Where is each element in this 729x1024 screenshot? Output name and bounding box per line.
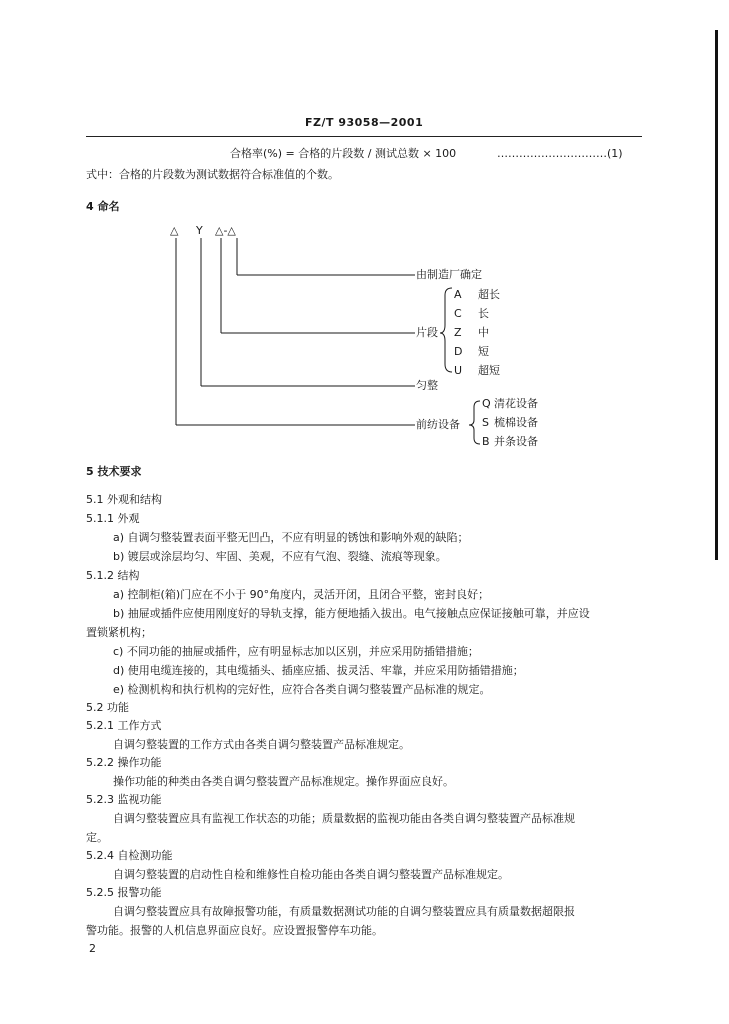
equipment-code-s: S xyxy=(482,416,489,429)
segment-code-z: Z xyxy=(454,326,462,339)
standard-code-header: FZ/T 93058—2001 xyxy=(305,116,424,129)
text-5-2-5-line2: 警功能。报警的人机信息界面应良好。应设置报警停车功能。 xyxy=(86,924,383,937)
equipment-name-s: 梳棉设备 xyxy=(494,416,538,429)
heading-5-1-1: 5.1.1 外观 xyxy=(86,512,140,525)
segment-code-d: D xyxy=(454,345,463,358)
segment-code-u: U xyxy=(454,364,463,377)
heading-5-2-4: 5.2.4 自检测功能 xyxy=(86,849,173,862)
segment-name-z: 中 xyxy=(478,326,489,339)
text-5-1-1-a: a) 自调匀整装置表面平整无凹凸，不应有明显的锈蚀和影响外观的缺陷； xyxy=(113,531,469,544)
heading-5-1-2: 5.1.2 结构 xyxy=(86,569,140,582)
segment-name-u: 超短 xyxy=(478,364,500,377)
label-evenness: 匀整 xyxy=(416,379,438,392)
text-5-1-2-e: e) 检测机构和执行机构的完好性，应符合各类自调匀整装置产品标准的规定。 xyxy=(113,683,491,696)
text-5-2-3-line1: 自调匀整装置应具有监视工作状态的功能；质量数据的监视功能由各类自调匀整装置产品标准规 xyxy=(113,812,575,825)
heading-technical-requirements: 5 技术要求 xyxy=(86,465,142,478)
page-number: 2 xyxy=(89,942,96,955)
pattern-triangle-dash-triangle: △-△ xyxy=(215,224,236,237)
text-5-1-2-d: d) 使用电缆连接的，其电缆插头、插座应插、拔灵活、牢靠，并应采用防插错措施； xyxy=(113,664,524,677)
formula-note: 式中：合格的片段数为测试数据符合标准值的个数。 xyxy=(86,168,339,181)
heading-5-2: 5.2 功能 xyxy=(86,701,129,714)
brace-segment xyxy=(440,288,452,372)
label-manufacturer: 由制造厂确定 xyxy=(416,268,482,281)
equipment-code-b: B xyxy=(482,435,490,448)
text-5-2-1: 自调匀整装置的工作方式由各类自调匀整装置产品标准规定。 xyxy=(113,738,410,751)
heading-5-2-3: 5.2.3 监视功能 xyxy=(86,793,162,806)
text-5-1-2-b-line2: 置锁紧机构； xyxy=(86,626,152,639)
text-5-1-2-c: c) 不同功能的抽屉或插件，应有明显标志加以区别，并应采用防插错措施； xyxy=(113,645,479,658)
text-5-2-4: 自调匀整装置的启动性自检和维修性自检功能由各类自调匀整装置产品标准规定。 xyxy=(113,868,509,881)
segment-name-a: 超长 xyxy=(478,288,500,301)
segment-name-d: 短 xyxy=(478,345,489,358)
heading-5-2-5: 5.2.5 报警功能 xyxy=(86,886,162,899)
text-5-1-2-b-line1: b) 抽屉或插件应使用刚度好的导轨支撑，能方便地插入拔出。电气接触点应保证接触可靠，并应设 xyxy=(113,607,590,620)
segment-code-a: A xyxy=(454,288,462,301)
equipment-code-q: Q xyxy=(482,397,491,410)
text-5-2-2: 操作功能的种类由各类自调匀整装置产品标准规定。操作界面应良好。 xyxy=(113,775,454,788)
label-prespinning: 前纺设备 xyxy=(416,418,460,431)
heading-5-2-1: 5.2.1 工作方式 xyxy=(86,719,162,732)
equipment-name-b: 并条设备 xyxy=(494,435,538,448)
heading-5-2-2: 5.2.2 操作功能 xyxy=(86,756,162,769)
heading-5-1: 5.1 外观和结构 xyxy=(86,493,162,506)
label-segment: 片段 xyxy=(416,326,438,339)
segment-name-c: 长 xyxy=(478,307,489,320)
text-5-1-1-b: b) 镀层或涂层均匀、牢固、美观，不应有气泡、裂缝、流痕等现象。 xyxy=(113,550,447,563)
heading-naming: 4 命名 xyxy=(86,200,120,213)
pattern-y: Y xyxy=(196,224,203,237)
text-5-2-3-line2: 定。 xyxy=(86,831,108,844)
text-5-2-5-line1: 自调匀整装置应具有故障报警功能，有质量数据测试功能的自调匀整装置应具有质量数据超限报 xyxy=(113,905,575,918)
pattern-triangle-1: △ xyxy=(170,224,179,237)
equipment-name-q: 清花设备 xyxy=(494,397,538,410)
formula-equation-number: …………………………(1) xyxy=(497,147,623,160)
formula: 合格率(%) = 合格的片段数 / 测试总数 × 100 xyxy=(230,147,457,160)
brace-equipment xyxy=(469,401,480,444)
text-5-1-2-a: a) 控制柜(箱)门应在不小于 90°角度内，灵活开闭，且闭合平整，密封良好； xyxy=(113,588,490,601)
segment-code-c: C xyxy=(454,307,462,320)
